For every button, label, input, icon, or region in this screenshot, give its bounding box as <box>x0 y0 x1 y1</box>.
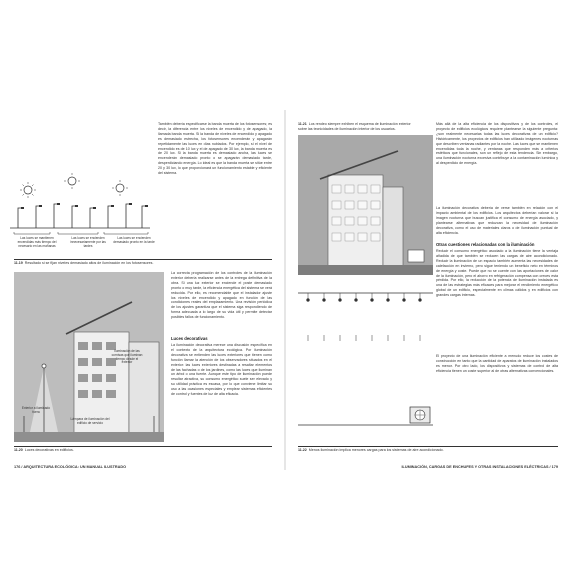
sun-icon <box>20 182 36 198</box>
streetlight-group <box>18 204 146 228</box>
figure-caption <box>14 448 74 453</box>
paragraph: El proyecto de una iluminación eficiente a menudo reduce los costes de construcción en tanto que la cantidad de aparatos de iluminación instalados es menor. Por otro lado, los dispositivos y sistemas de control de alta eficiencia tienen un coste superior al de otras alternativas convencionales. <box>436 354 558 373</box>
left-page <box>0 0 284 570</box>
body-text <box>436 206 558 238</box>
figure-label: Iluminación de las cornisas que iluminan tiempo desde el exterior <box>111 349 143 365</box>
figure-label: Lámpara de iluminación del edificio de servicio <box>70 417 110 425</box>
figure-caption <box>298 448 444 453</box>
right-page <box>286 0 570 570</box>
caption-rule <box>14 446 272 447</box>
caption-number: 11.20 <box>14 448 23 452</box>
figure-label: Exterior a iluminado fuera <box>21 406 51 414</box>
body-text <box>436 249 558 349</box>
figure-ceiling-lights <box>298 285 433 445</box>
body-text <box>436 354 558 384</box>
air-conditioner-icon <box>410 407 430 423</box>
caption-number: 11.19 <box>14 261 23 265</box>
body-text <box>171 343 272 413</box>
page-footer: ILUMINACIÓN, CARGAS DE ENCHUFES Y OTRAS INSTALACIONES ELÉCTRICAS / 179 <box>401 465 558 469</box>
figure-label: Las luces se encienden innecesariamente por las tardes <box>70 236 106 248</box>
caption-rule <box>14 259 272 260</box>
sun-icon <box>64 173 80 189</box>
figure-caption <box>298 122 420 131</box>
paragraph: La correcta programación de los controles de la iluminación exterior debería realizarse antes de la entrega definitiva de la obra. Si una luz exterior se enciende el poste demasiado pronto o muy tarde, la eficiencia energética del sistema se verá reducida. Por ello, es recomendable que el instalador ajuste los niveles de encendido y apagado en función de las condiciones reales del emplazamiento. Una revisión periódica de los ajustes garantiza que el sistema siga respondiendo de forma adecuada a lo largo de su vida útil y permite detectar posibles fallos de funcionamiento. <box>171 271 272 320</box>
body-text <box>158 122 272 244</box>
paragraph: Más allá de la alta eficiencia de los dispositivos y de los controles, el proyecto de edificios ecológicos requiere plantearse la siguiente pregunta: ¿son realmente necesarias todas las luces decorativas de un edificio? Históricamente, los proyectos de edificios han utilizado imágenes nocturnas que describen ventanas radiantes por la noche. Las luces que se mantienen encendidas toda la noche, y ventanas que responden más a criterios estéticos que funcionales, son un reflejo de esta tendencia. Sin embargo, una iluminación nocturna excesiva contribuye a la contaminación lumínica y al desperdicio de energía. <box>436 122 558 166</box>
figure-label: Las luces se encienden demasiado pronto en la tarde <box>113 236 155 244</box>
body-text <box>436 122 558 202</box>
caption-rule <box>298 446 558 447</box>
caption-number: 11.21 <box>298 122 307 126</box>
caption-text: Resultado si se fijan niveles demasiado altos de iluminación en los fotosensores. <box>24 261 154 265</box>
body-text <box>171 271 272 331</box>
caption-text: Luces decorativas en edificios. <box>24 448 74 452</box>
paragraph: La iluminación decorativa debería de verse también en relación con el impacto ambiental de los edificios. Los arquitectos deberían valorar si la imagen nocturna que buscan justifica el consumo de energía asociado, y plantearse alternativas que reduzcan la necesidad de iluminación decorativa, como el uso de materiales claros o de iluminación puntual de alta eficiencia. <box>436 206 558 235</box>
sun-icon <box>112 180 128 196</box>
caption-text: Menos iluminación implica menores cargas para los sistemas de aire acondicionado. <box>308 448 444 452</box>
section-heading: Luces decorativas <box>171 336 208 341</box>
page-footer: 176 / ARQUITECTURA ECOLÓGICA: UN MANUAL ILUSTRADO <box>14 465 127 469</box>
paragraph: La iluminación decorativa merece una discusión específica en el contexto de la arquitectura ecológica. Por iluminación decorativa se entienden las luces exteriores que tienen como función llamar la atención de los observadores situados en el exterior: las luces exteriores destinadas a resaltar elementos de las fachadas o de los jardines, como las luces que iluminan un árbol o una fuente. Aunque este tipo de iluminación puede resultar atractiva, su consumo energético suele ser elevado y su utilidad práctica es escasa, por lo que conviene limitar su uso a las ocasiones especiales y emplear sistemas eficientes de control y fuentes de luz de alta eficacia. <box>171 343 272 397</box>
paragraph: Reducir el consumo energético asociado a la iluminación tiene la ventaja añadida de que también se reducen las cargas de aire acondicionado. Reducir la iluminación de un espacio también aumenta las necesidades de calefacción en invierno, pero sigue teniendo un beneficio neto en términos de energía y coste. Puede que no se cuente con las aportaciones de calor de la iluminación, pero el ahorro en refrigeración compensa con creces esta pérdida. Por ello, la reducción de la potencia de iluminación instalada es una de las estrategias más eficaces para mejorar el rendimiento energético global de un edificio, especialmente en climas cálidos y en edificios con grandes cargas internas. <box>436 249 558 298</box>
figure-label: Las luces se mantienen encendidas más tiempo del necesario en las mañanas <box>17 236 57 248</box>
figure-caption <box>14 261 153 266</box>
caption-number: 11.22 <box>298 448 307 452</box>
caption-text: Los rendeo siempre exhiben el esquema de iluminación exterior sobre las tecnicidades de iluminación interior de los usuarios. <box>298 122 411 131</box>
monitor-icon <box>408 250 424 262</box>
figure-night-building <box>298 135 433 275</box>
section-heading: Otras cuestiones relacionadas con la iluminación <box>436 242 535 247</box>
paragraph: También debería especificarse la banda muerta de los fotosensores; es decir, la diferencia entre los niveles de encendido y de apagado, la llamada banda muerta. Si la banda de niveles de encendido y apagado es demasiado estrecha, los fotosensores encenderán y apagarán repetidamente las luces en días nublados. Por ejemplo, si el nivel de encendido es de 10 lux y el de apagado de 30 lux, la banda muerta es de 20 lux. Si la banda muerta es demasiado ancha, las luces se encenderán demasiado pronto o se apagarán demasiado tarde, desperdiciando energía. Lo ideal es que la banda muerta se sitúe entre 20 y 30 lux, lo que proporcionará un funcionamiento estable y eficiente del sistema. <box>158 122 272 176</box>
